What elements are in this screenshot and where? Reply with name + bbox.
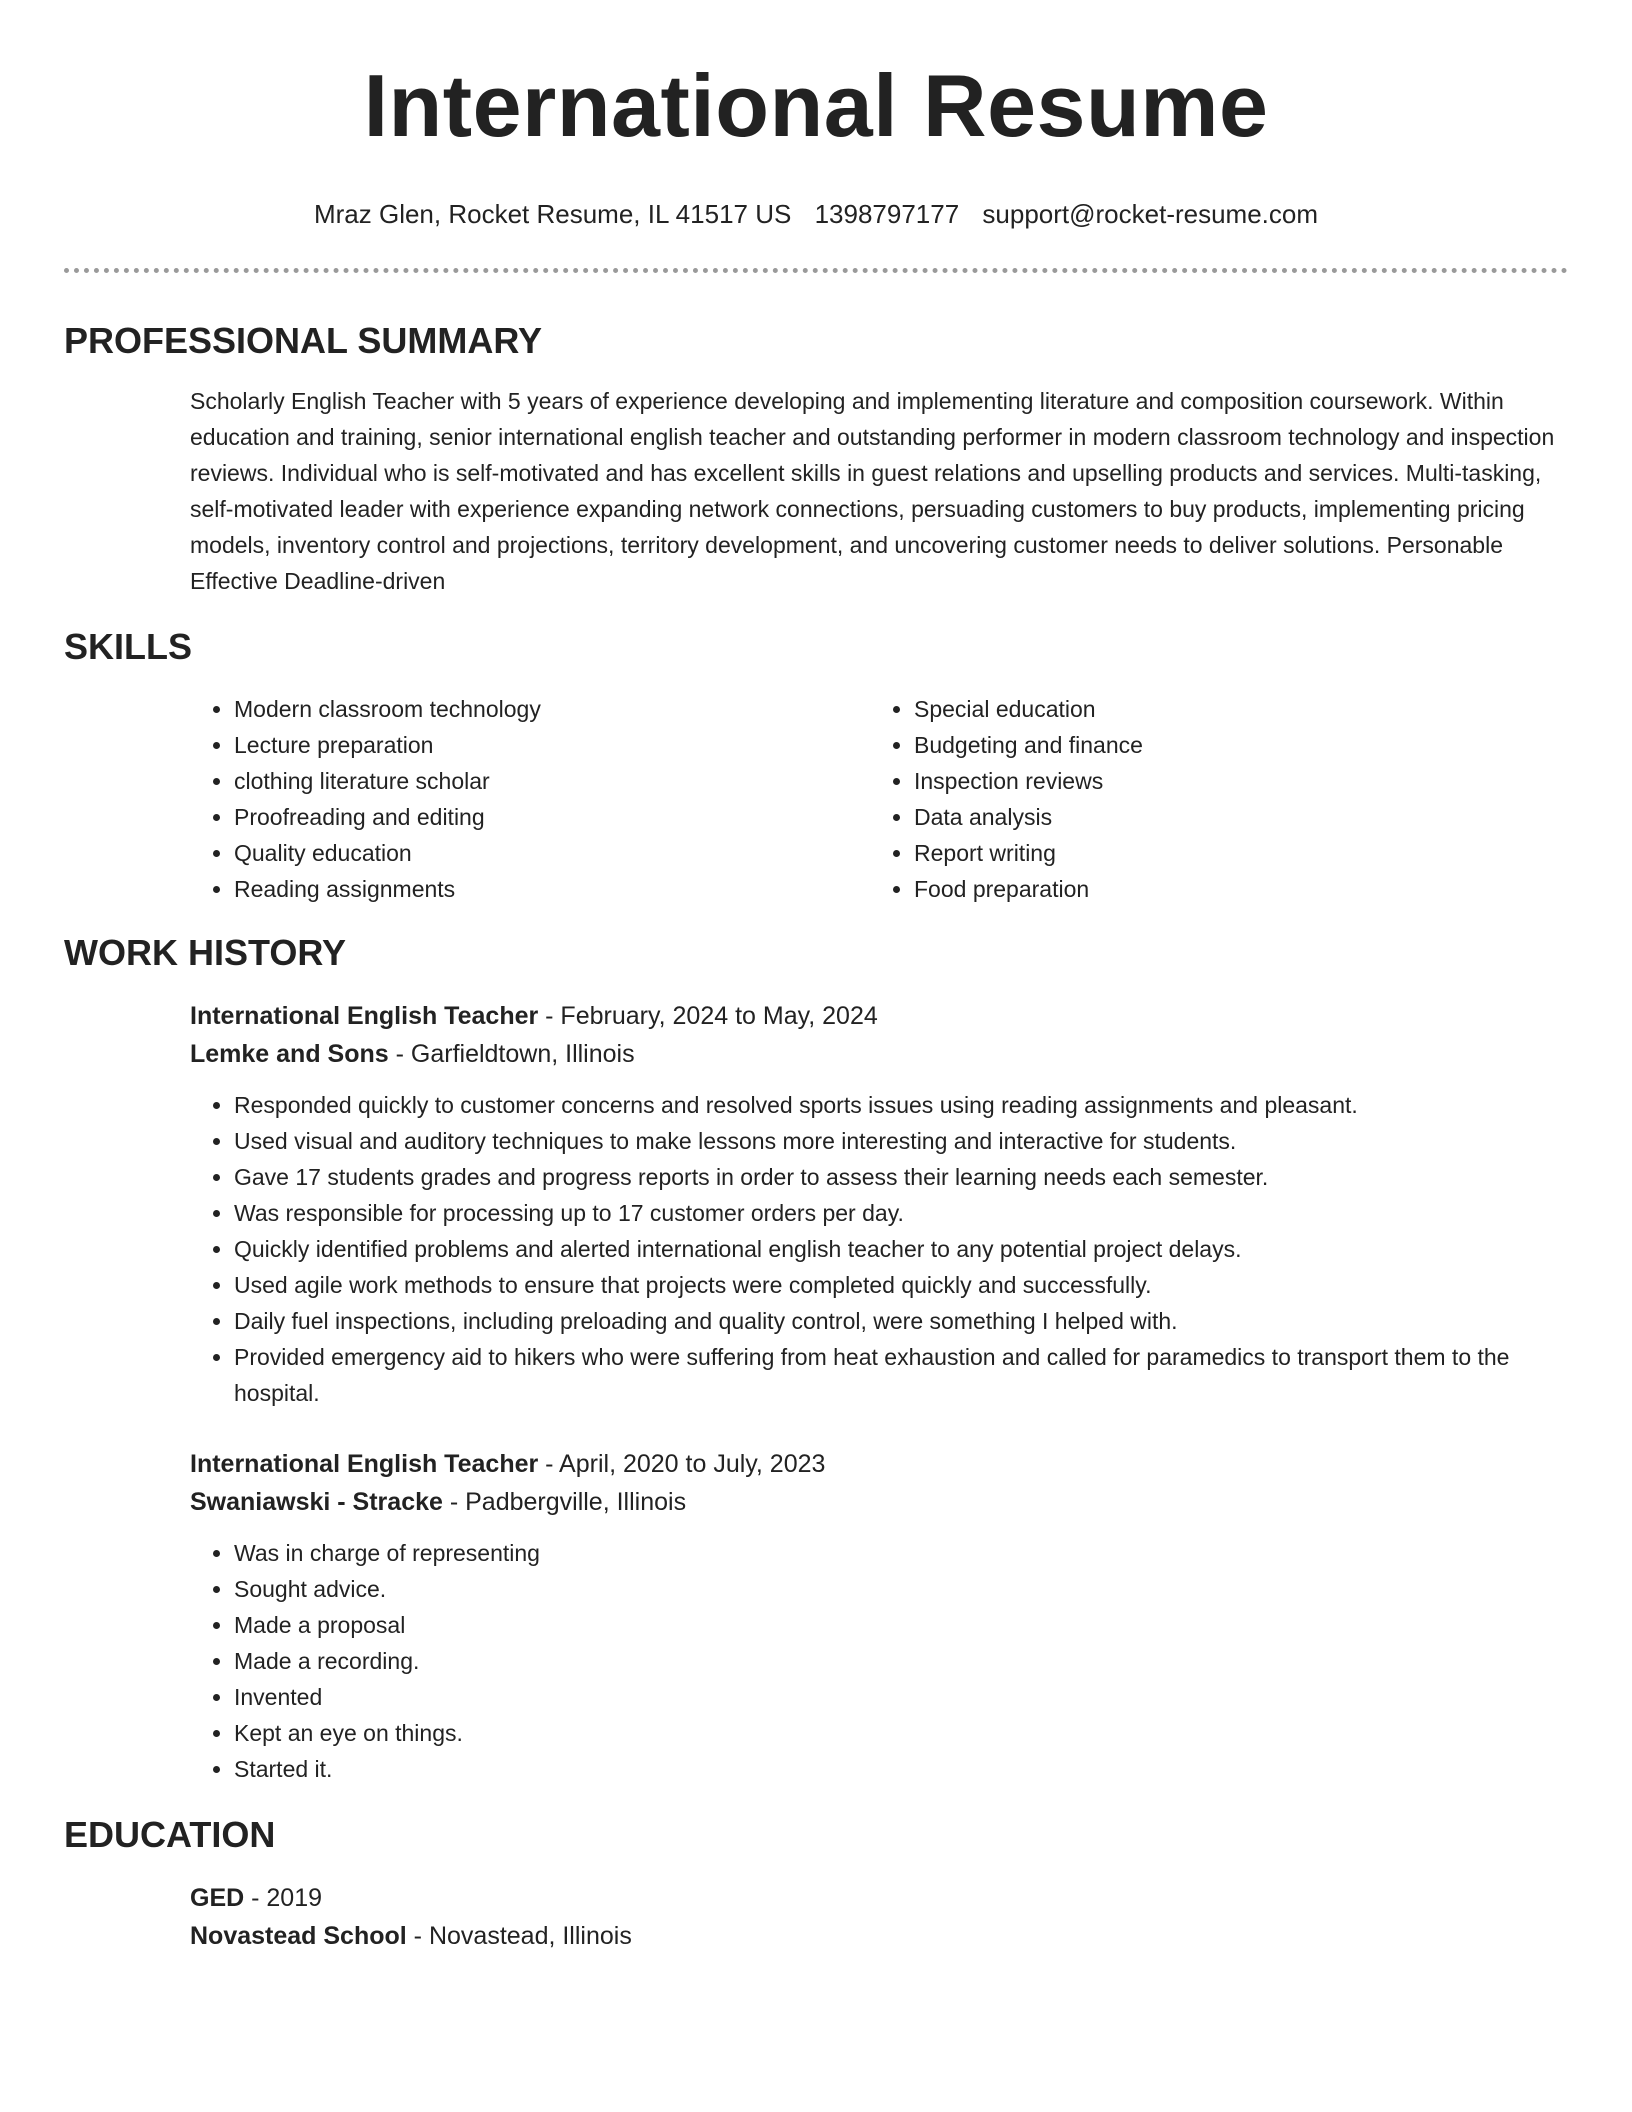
job-dates: - February, 2024 to May, 2024: [538, 1002, 878, 1030]
duty-item: • Used visual and auditory techniques to make lessons more interesting and interactive for students.: [234, 1123, 1568, 1159]
duty-item: • Made a proposal: [234, 1607, 1568, 1643]
contact-phone: 1398797177: [814, 199, 960, 229]
contact-address: Mraz Glen, Rocket Resume, IL 41517 US: [313, 199, 792, 229]
job-entry: [190, 997, 1568, 1411]
resume-name: International Resume: [363, 56, 1269, 155]
duty-item: • Daily fuel inspections, including preloading and quality control, were something I helped with.: [234, 1303, 1568, 1339]
skill-item: • Reading assignments: [234, 871, 870, 907]
resume-page: [64, 0, 1568, 1955]
skill-item: • clothing literature scholar: [234, 763, 870, 799]
skill-item: • Budgeting and finance: [914, 727, 1550, 763]
skills-column-left: [190, 691, 870, 907]
skill-item: • Report writing: [914, 835, 1550, 871]
degree-line: [190, 1879, 1568, 1917]
education-section: [64, 1813, 1568, 1955]
skills-heading: SKILLS: [64, 626, 193, 667]
job-location: - Garfieldtown, Illinois: [388, 1040, 635, 1068]
job-title: International English Teacher: [190, 1450, 539, 1478]
job-duties: [190, 1087, 1568, 1411]
skill-item: • Inspection reviews: [914, 763, 1550, 799]
summary-text: Scholarly English Teacher with 5 years of experience developing and implementing literature and composition coursework. Within education and training, senior international english teacher and outstanding performer in modern classroom technology and inspection reviews. Individual who is self-motivated and has excellent skills in guest relations and upselling products and services. Multi-tasking, self-motivated leader with experience expanding network connections, persuading customers to buy products, implementing pricing models, inventory control and projections, territory development, and uncovering customer needs to deliver solutions. Personable Effective Deadline-driven: [190, 388, 1555, 594]
skill-item: • Quality education: [234, 835, 870, 871]
skills-column-right: [870, 691, 1550, 907]
school-line: [190, 1917, 1568, 1955]
contact-line: [64, 198, 1568, 230]
skill-item: • Data analysis: [914, 799, 1550, 835]
job-dates: - April, 2020 to July, 2023: [538, 1450, 826, 1478]
skill-item: • Special education: [914, 691, 1550, 727]
skill-item: • Proofreading and editing: [234, 799, 870, 835]
job-company: Swaniawski - Stracke: [190, 1488, 443, 1516]
skill-item: • Lecture preparation: [234, 727, 870, 763]
duty-item: • Made a recording.: [234, 1643, 1568, 1679]
job-company-line: [190, 1483, 1568, 1521]
contact-email: support@rocket-resume.com: [982, 199, 1319, 229]
header-divider: [64, 268, 1568, 273]
job-company-line: [190, 1035, 1568, 1073]
degree-year: - 2019: [244, 1884, 323, 1912]
skills-section: [64, 625, 1568, 907]
duty-item: • Started it.: [234, 1751, 1568, 1787]
job-company: Lemke and Sons: [190, 1040, 389, 1068]
job-entry: [190, 1445, 1568, 1787]
duty-item: • Quickly identified problems and alerted international english teacher to any potential project delays.: [234, 1231, 1568, 1267]
school-name: Novastead School: [190, 1922, 407, 1950]
duty-item: • Used agile work methods to ensure that projects were completed quickly and successfully.: [234, 1267, 1568, 1303]
work-history-heading: WORK HISTORY: [64, 932, 347, 973]
duty-item: • Responded quickly to customer concerns and resolved sports issues using reading assignments and pleasant.: [234, 1087, 1568, 1123]
job-location: - Padbergville, Illinois: [442, 1488, 687, 1516]
duty-item: • Was in charge of representing: [234, 1535, 1568, 1571]
skill-item: • Food preparation: [914, 871, 1550, 907]
education-entry: [190, 1879, 1568, 1955]
summary-heading: PROFESSIONAL SUMMARY: [64, 320, 543, 361]
school-location: - Novastead, Illinois: [406, 1922, 632, 1950]
duty-item: • Sought advice.: [234, 1571, 1568, 1607]
job-title-line: [190, 997, 1568, 1035]
duty-item: • Provided emergency aid to hikers who were suffering from heat exhaustion and called for paramedics to transport them to the hospital.: [234, 1339, 1568, 1411]
duty-item: • Gave 17 students grades and progress reports in order to assess their learning needs each semester.: [234, 1159, 1568, 1195]
degree: GED: [190, 1884, 245, 1912]
job-title-line: [190, 1445, 1568, 1483]
work-history-section: [64, 931, 1568, 1787]
skill-item: • Modern classroom technology: [234, 691, 870, 727]
duty-item: • Kept an eye on things.: [234, 1715, 1568, 1751]
summary-section: [64, 319, 1568, 599]
education-heading: EDUCATION: [64, 1814, 276, 1855]
job-title: International English Teacher: [190, 1002, 539, 1030]
duty-item: • Invented: [234, 1679, 1568, 1715]
duty-item: • Was responsible for processing up to 17 customer orders per day.: [234, 1195, 1568, 1231]
job-duties: [190, 1535, 1568, 1787]
